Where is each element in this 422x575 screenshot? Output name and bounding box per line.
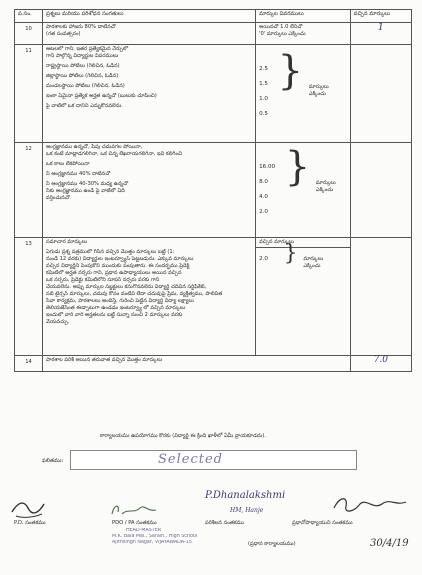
description-line: నుండి 12 వరకు) విద్యార్థుల ఇంటర్వ్యూస్ పెట్టబడును. ఎక్కువ మార్కులు [46,256,194,262]
table-row [15,23,412,45]
description-title: సమాచార మార్కులు [46,239,88,245]
description-line: తెలియజేసేంత ఈడ్పాటుగా ఉండడం ఇంటర్వ్యూ లో వచ్చిన మార్కులు [46,305,186,311]
details-line: '0' మార్కులు ఎక్కించు [259,31,306,37]
pd-signature-label: P.D. సంతకము [14,520,46,526]
row-marks [350,238,411,356]
row-details [256,238,351,356]
description-line: వచ్చిన విద్యార్థిని పెంపుకొని ముందుకు పంపుతారు. ఈ సందర్భము ప్రెడెక్ట్ [46,263,190,269]
stamp-line: M.K. Bala Mal., Saraih., High School [112,534,198,540]
row-serial: 10 [15,23,43,45]
row-description [43,238,256,356]
marks-option-value: 4.0 [259,194,268,200]
office-use-note: కార్యాలయము ఉపయోగము కొరకు (విద్యార్థి ఈ క్రింది ఖాళీలో ఏమీ వ్రాయకూడదు). [100,433,267,439]
table-header-row [15,10,412,23]
row-marks [350,45,411,143]
brace-glyph: } [283,241,298,266]
header-marks-details: మార్కుల వివరములు [256,10,351,23]
result-value: Selected [158,452,223,467]
marks-option-value: 8.0 [259,179,268,185]
result-label: ఫలితము: [42,458,64,464]
row-description [43,356,351,372]
signature-date: 30/4/19 [370,538,409,549]
marks-instruction: మార్కులు ఎక్కించు [308,84,329,97]
marks-option-value: 2.0 [259,256,268,262]
description-line: (గత సంవత్సరం) [46,31,81,37]
row-details [256,45,351,143]
table-row [15,238,412,356]
pdo-signature-mark [108,500,164,520]
signer-title: HM, Hanje [230,507,264,514]
description-line: నీ ఆంగ్లజ్ఞానము 40-30% మధ్య ఉన్నచో [46,181,129,187]
marks-option-value: 16.00 [259,164,276,170]
marks-option-value: 2.5 [259,66,268,72]
description-line: ఇంకా ఏమైనా ప్రత్యేక అర్హత ఉన్నచో (బులుకు చూపించి) [46,93,157,99]
marks-option-value: 0.5 [259,111,268,117]
row-serial: 13 [15,238,43,356]
row-serial: 12 [15,143,43,238]
office-label: (ప్రధాన కార్యాలయము) [248,541,296,547]
description-line: రాష్ట్రస్థాయి పోటీలు (గెలిచిన, ఓడిన) [46,63,120,69]
headmaster-signature-mark [330,492,410,520]
pdo-signature-label: PDO / PA సంతకము [112,520,157,526]
description-line: ఒక కంటే మాట్లాడగలిగినా, ఒక చిన్న లేఖరాయగలిగినా, ఇవి కలిగించి [46,151,183,157]
details-line: అయినచో 1.0 లేనిచో [259,24,303,30]
header-serial: ప.సం. [15,10,43,23]
description-line: కమిటీలో అర్హత నర్సరు గాని, ప్రధాన ఉపాధ్యాయులు అయిన వచ్చిన [46,270,182,276]
description-line: పాఠశాలకు హాజరు 80% దాటినచో [46,24,116,30]
stamp-line: HEAD-MASTER [126,528,162,533]
description-line: గాని పాల్గొన్న విద్యార్థుల వివరములు [46,53,119,59]
marks-option-value: 1.0 [259,96,268,102]
table-row [15,45,412,143]
brace-glyph: } [284,144,311,190]
marks-value: 1 [377,22,385,33]
row-description [43,143,256,238]
evaluation-table [14,9,412,372]
marks-instruction: మార్కులు ఎక్కించు [315,180,336,193]
description-line: ఆంగ్లజ్ఞానము ఉన్నచో, పేపు చదువగల పోయినా, [46,144,143,150]
row-description [43,23,256,45]
row-marks [350,23,411,45]
row-description [43,45,256,143]
description-line: సేవా కార్యక్రమ, పాఠశాలలు అందిస్తే, గురించి పెట్టిన విద్యార్థి విద్యా లక్ష్యాలు [46,298,194,304]
header-obtained-marks: వచ్చిన మార్కులు [350,10,411,23]
description-line: మండలస్థాయి పోటీలు (గెలిచిన, ఓడిన) [46,83,125,89]
row-serial: 14 [15,356,43,372]
row-serial: 11 [15,45,43,143]
description-line: జిల్లాస్థాయి పోటీలు (గెలిచిన, ఓడిన) [46,73,119,79]
header-description: ప్రశ్నలు మరియు పరిశోధన సంగతులు [43,10,256,23]
description-line: చేయవలెను. అప్పు మార్కుల సబ్జక్టులు కనుగొనవలెను విద్యార్థి చదివిన సర్టిఫికేట్, [46,284,207,290]
description-line: పాఠశాల పరిశీ అయిన తరువాత వచ్చిన మొత్తం మార్కులు [46,357,163,363]
stamp-line: Ajithsingh Nagar, VIJAYAWADA-15 [112,540,192,546]
description-line: నీ ఆంగ్లజ్ఞానము 40% దాటినచో [46,171,111,177]
description-line: ఆటలలో గాని, ఇతర ప్రత్యేకమైన నేర్పులో [46,46,129,52]
description-line: వర్తించునచో [46,195,70,201]
row-details [256,23,351,45]
description-line: ఏగుడు ప్రశ్న పత్రములో గీసిన వచ్చిన మొత్తం మార్కులు బట్టి (1: [46,249,175,255]
brace-glyph: } [277,48,304,94]
row-details [256,143,351,238]
details-title: వచ్చిన మార్కులు [256,239,350,248]
marks-instruction: మార్కులు ఎక్కించు [303,256,324,269]
description-line: ఇందులో వారి వారి అర్హతలను బట్టి సున్నా నుంచి 2 మార్కులు వరకు [46,312,183,318]
verifier-signature-label: పరిశీలన సంతకము [205,520,244,526]
marks-option-value: 1.5 [259,81,268,87]
marks-option-value: 2.0 [259,209,268,215]
total-marks-value: 7.0 [373,355,388,365]
description-line: వేయవచ్చు. [46,319,70,325]
description-line: ఒక కాలు లేకపోయినా [46,161,90,167]
row-marks [350,143,411,238]
headmaster-signature-label: ప్రధానోపాధ్యాయుని సంతకము [292,520,353,526]
table-row [15,143,412,238]
description-line: సబ్ టైర్సన్ మార్కులు, చదువు కోసం వంటివి లేదా చదువుపై ప్రేమ, వ్యక్తిత్వము, పాలివిత [46,291,223,297]
description-line: పై వాటిలో ఒక దానిని ఎన్నుకొనవలెను. [46,103,123,109]
table-row [15,356,412,372]
school-stamp [112,528,197,547]
description-line: ఒక నర్సరు, ప్రెడెక్టు కమిటీలోని సూపర్ నర్సరు వరకు గాని [46,277,160,283]
row-marks [350,356,411,372]
description-line: నీకు ఆంగ్లజ్ఞానము ఉండి పై వాటిలో ఏది [46,188,125,194]
signer-name: P.Dhanalakshmi [205,490,286,501]
